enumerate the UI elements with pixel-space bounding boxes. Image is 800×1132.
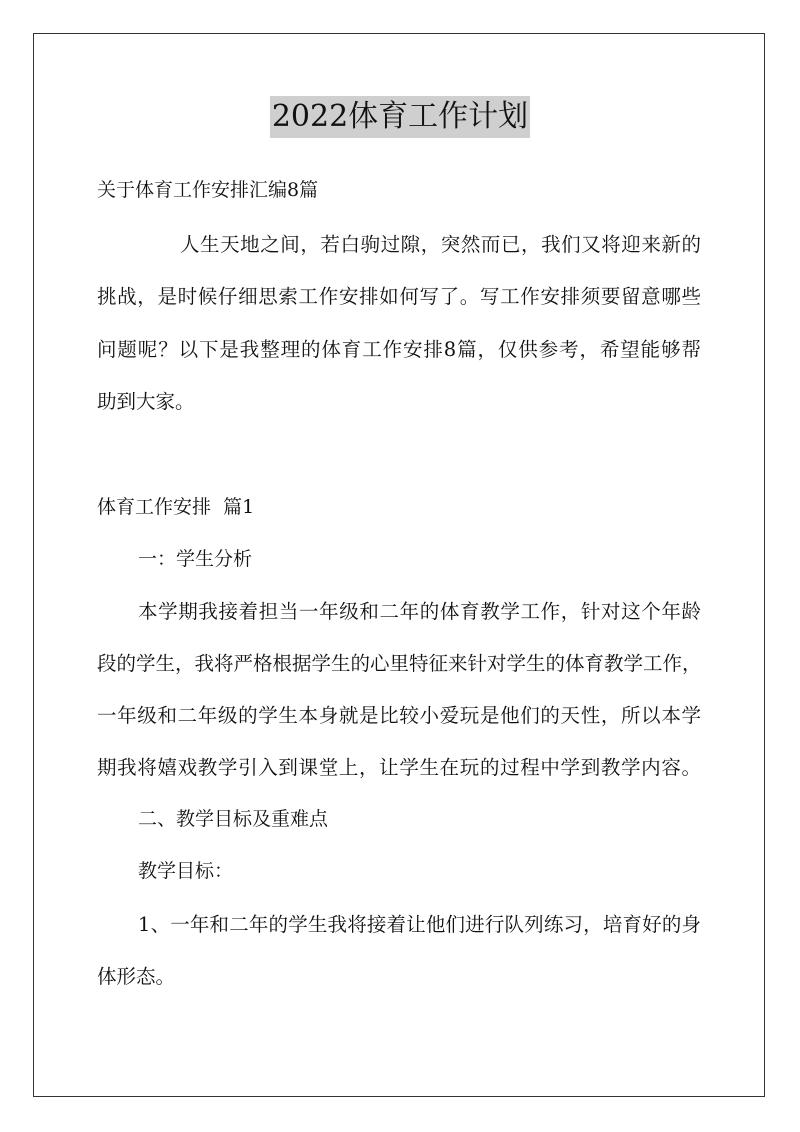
intro-line: 助到大家。 [97, 390, 195, 413]
document-subtitle: 关于体育工作安排汇编8篇 [97, 179, 319, 201]
intro-line: 挑战，是时候仔细思索工作安排如何写了。写工作安排须要留意哪些 [97, 285, 701, 308]
intro-line: 人生天地之间，若白驹过隙，突然而已，我们又将迎来新的 [180, 233, 701, 256]
student-analysis-line: 一年级和二年级的学生本身就是比较小爱玩是他们的天性，所以本学 [97, 704, 701, 727]
student-analysis-line: 本学期我接着担当一年级和二年的体育教学工作，针对这个年龄 [138, 600, 701, 623]
heading-goals: 二、教学目标及重难点 [138, 808, 329, 830]
document-title: 2022体育工作计划 [270, 96, 530, 138]
goal-line: 1、一年和二年的学生我将接着让他们进行队列练习，培育好的身 [138, 913, 701, 936]
goals-label: 教学目标： [138, 860, 234, 882]
goal-line: 体形态。 [97, 965, 176, 988]
intro-line: 问题呢？以下是我整理的体育工作安排8篇，仅供参考，希望能够帮 [97, 338, 701, 361]
heading-student-analysis: 一：学生分析 [138, 548, 253, 570]
title-wrap [0, 96, 800, 138]
student-analysis-line: 期我将嬉戏教学引入到课堂上，让学生在玩的过程中学到教学内容。 [97, 756, 701, 779]
student-analysis-line: 段的学生，我将严格根据学生的心里特征来针对学生的体育教学工作， [97, 652, 702, 675]
section-heading: 体育工作安排 篇1 [97, 496, 255, 518]
